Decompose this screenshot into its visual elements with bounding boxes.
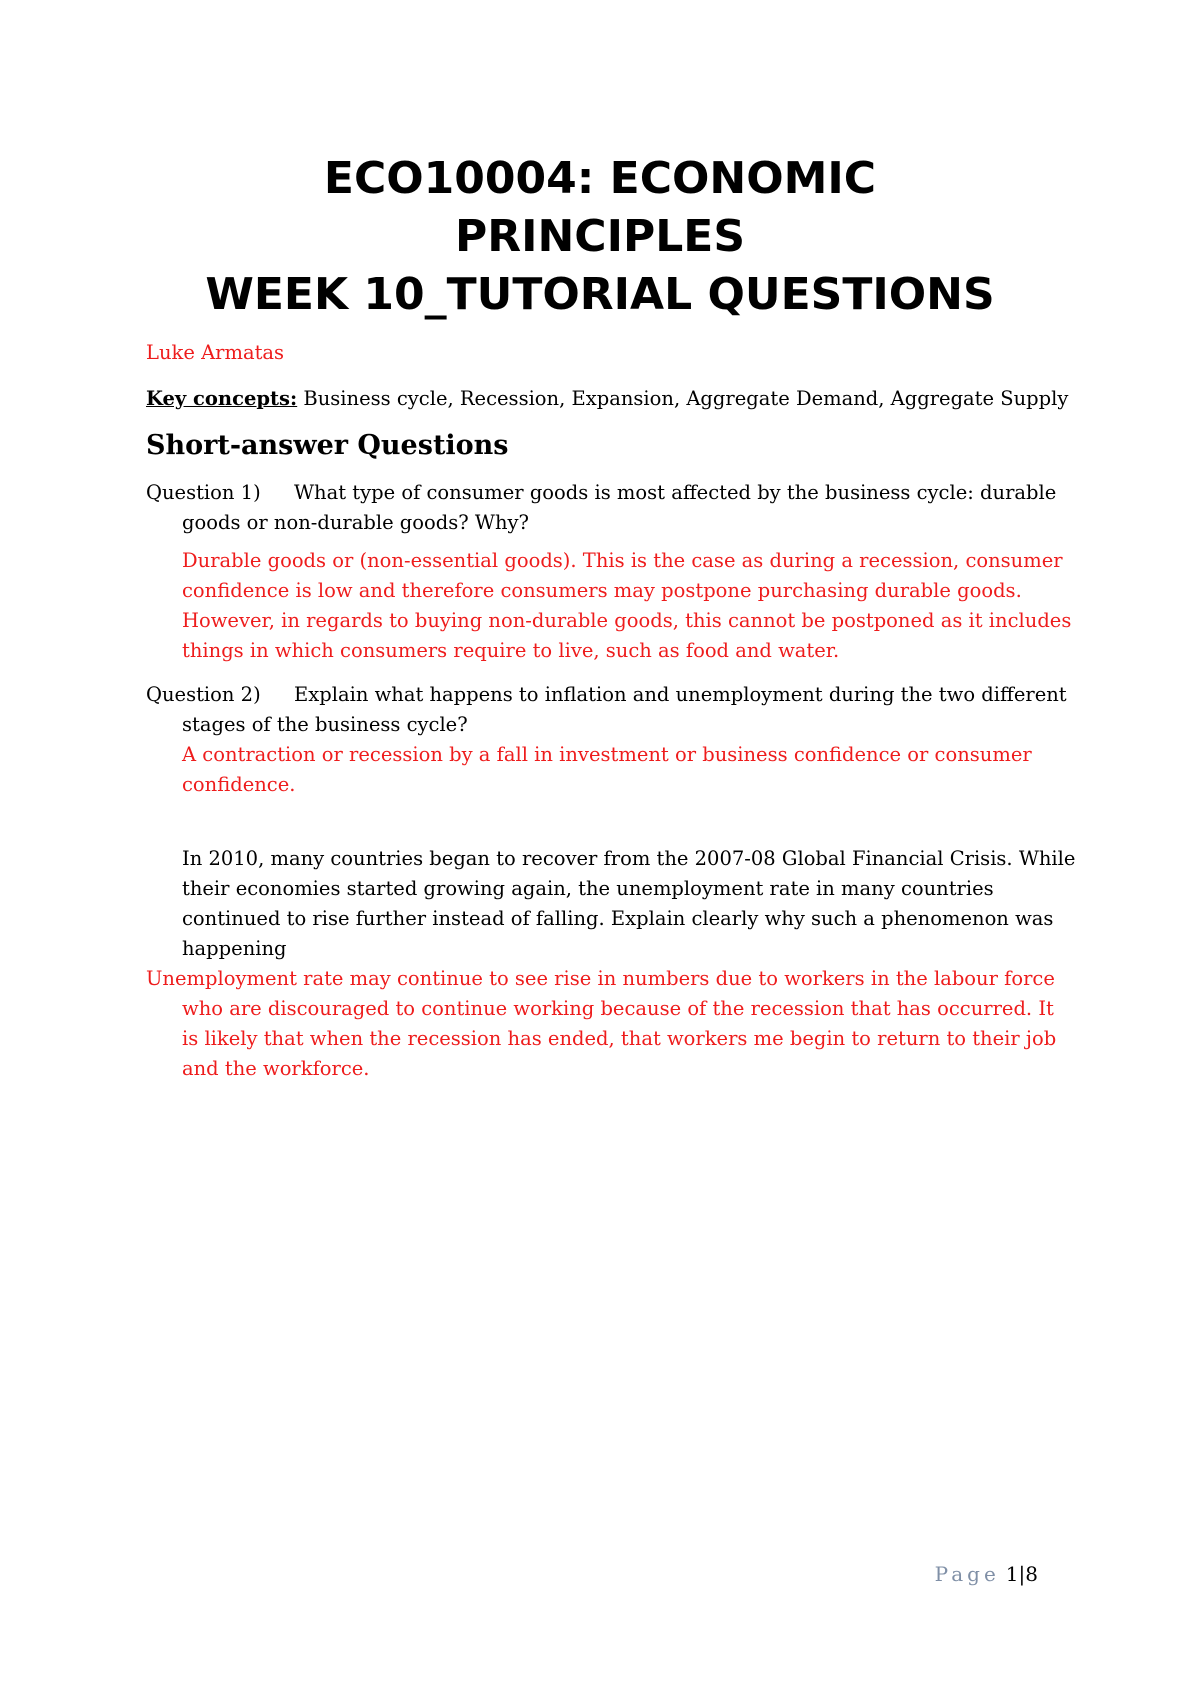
answer-2010: Unemployment rate may continue to see rise in numbers due to workers in the labour force who are discouraged to continue working because of the recession that has occurred. It is likely that when the recession has ended, that workers me begin to return to their job and the workforce. [146, 967, 1057, 1080]
footer-total-pages: 8 [1025, 1562, 1038, 1586]
footer-page-number: 1 [1005, 1562, 1019, 1586]
answer-1: Durable goods or (non-essential goods). This is the case as during a recession, consumer confidence is low and therefore consumers may postpone purchasing durable goods. However, in regards to buying non-durable goods, this cannot be postponed as it includes things in which consumers require to live, such as food and water. [182, 549, 1072, 662]
key-concepts [146, 384, 1076, 414]
question-1-text: What type of consumer goods is most affected by the business cycle: durable goods or non-durable goods? Why? [182, 481, 1057, 534]
footer-separator: | [1018, 1562, 1026, 1586]
question-1 [146, 478, 1076, 538]
key-concepts-label: Key concepts: [146, 387, 298, 410]
key-concepts-text: Business cycle, Recession, Expansion, Aggregate Demand, Aggregate Supply [297, 387, 1069, 410]
answer-2: A contraction or recession by a fall in investment or business confidence or consumer confidence. [182, 743, 1032, 796]
question-1-label: Question 1) [146, 481, 261, 504]
question-2 [146, 680, 1076, 740]
question-2-label: Question 2) [146, 683, 261, 706]
footer-page-word: Page [934, 1562, 1000, 1586]
question-2010-paragraph: In 2010, many countries began to recover from the 2007-08 Global Financial Crisis. While their economies started growing again, the unemployment rate in many countries continued to rise further instead of falling. Explain clearly why such a phenomenon was happening [182, 847, 1076, 960]
page-footer [935, 1562, 1038, 1586]
title-line-1: ECO10004: ECONOMIC [323, 153, 877, 204]
document-title [0, 150, 1200, 324]
document-body [146, 338, 1076, 1084]
author-name: Luke Armatas [146, 341, 285, 364]
question-2-text: Explain what happens to inflation and unemployment during the two different stages of the business cycle? [182, 683, 1067, 736]
section-heading: Short-answer Questions [146, 430, 509, 461]
title-line-3: WEEK 10_TUTORIAL QUESTIONS [205, 269, 995, 320]
title-line-2: PRINCIPLES [454, 211, 746, 262]
